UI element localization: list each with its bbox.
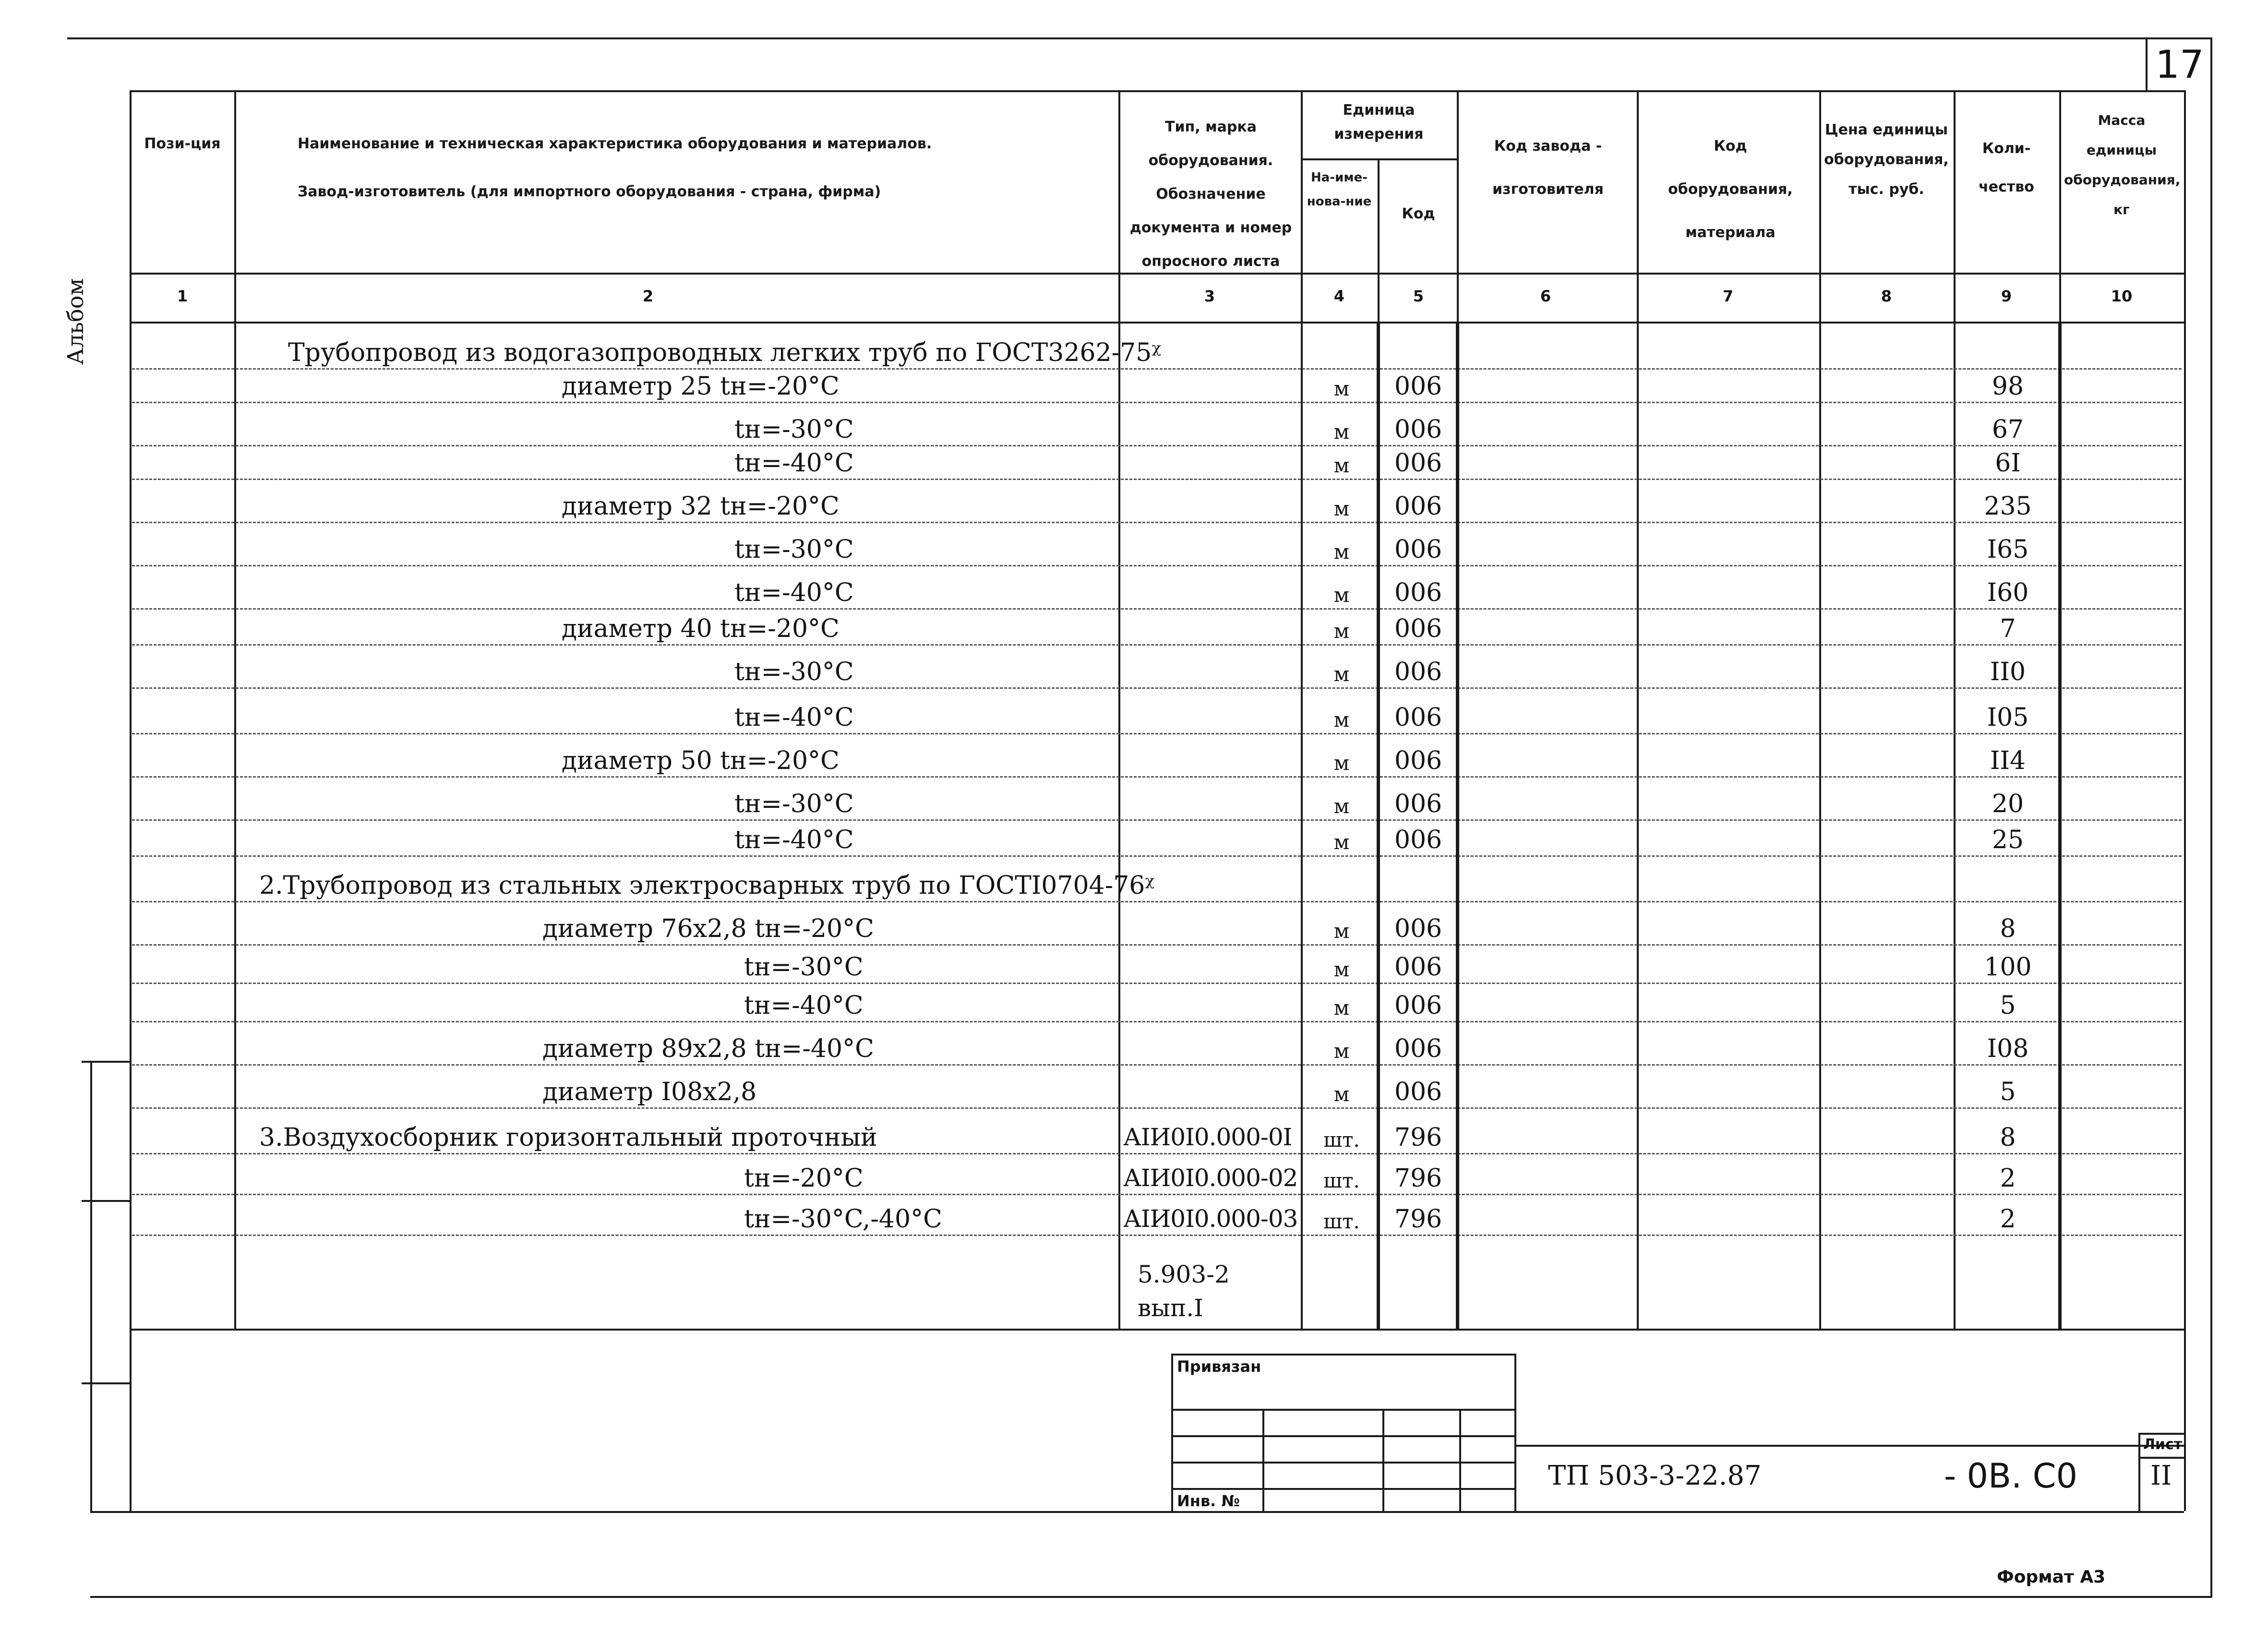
row-16-unit: м bbox=[1333, 958, 1350, 981]
row-22-qty: 2 bbox=[2000, 1205, 2016, 1234]
row-4-name: tн=-40°C bbox=[734, 449, 854, 478]
row-10-code: 006 bbox=[1394, 703, 1442, 732]
row-22-unit: шт. bbox=[1323, 1210, 1360, 1233]
row-6-qty: I65 bbox=[1987, 535, 2029, 564]
row-7-unit: м bbox=[1333, 583, 1350, 607]
row-5-unit: м bbox=[1333, 497, 1350, 520]
row-divider bbox=[132, 733, 2182, 734]
row-21-name: tн=-20°C bbox=[744, 1164, 864, 1193]
header-type: Тип, марка оборудования. Обозначение документа и номер опросного листа bbox=[1129, 119, 1292, 270]
colnum-bottom-line bbox=[130, 322, 2184, 324]
stamp-v3 bbox=[1459, 1409, 1461, 1512]
frame-inner-top bbox=[130, 90, 2184, 92]
row-10-unit: м bbox=[1333, 708, 1350, 732]
frame-left bbox=[130, 90, 132, 1511]
stamp-h2 bbox=[1171, 1435, 1514, 1437]
row-18-unit: м bbox=[1333, 1039, 1350, 1063]
row-divider bbox=[132, 479, 2182, 480]
row-19-code: 006 bbox=[1394, 1078, 1442, 1106]
stamp-h3 bbox=[1171, 1462, 1514, 1464]
row-10-qty: I05 bbox=[1987, 703, 2029, 732]
row-divider bbox=[132, 944, 2182, 946]
row-13-unit: м bbox=[1333, 830, 1350, 854]
row-divider bbox=[132, 608, 2182, 610]
row-18-qty: I08 bbox=[1987, 1034, 2029, 1063]
row-divider bbox=[132, 368, 2182, 370]
col-line-7 bbox=[1819, 90, 1821, 1329]
row-divider bbox=[132, 1235, 2182, 1236]
frame-top-line bbox=[67, 37, 2210, 39]
row-9-code: 006 bbox=[1394, 658, 1442, 686]
doc-code: ТП 503-3-22.87 bbox=[1548, 1460, 1762, 1491]
row-2-unit: м bbox=[1333, 377, 1350, 400]
stamp-h1 bbox=[1171, 1409, 1514, 1411]
row-8-unit: м bbox=[1333, 619, 1350, 643]
bold-col-border bbox=[1456, 322, 1459, 1329]
header-factory-code: Код завода - изготовителя bbox=[1492, 138, 1604, 198]
col-line-8 bbox=[1954, 90, 1956, 1329]
row-12-qty: 20 bbox=[1992, 790, 2024, 818]
row-13-code: 006 bbox=[1394, 826, 1442, 854]
row-19-unit: м bbox=[1333, 1082, 1350, 1106]
row-21-unit: шт. bbox=[1323, 1169, 1360, 1192]
stamp-v1 bbox=[1262, 1409, 1264, 1512]
row-divider bbox=[132, 687, 2182, 689]
row-20-code: 796 bbox=[1394, 1123, 1442, 1152]
frame-right-outer bbox=[2210, 37, 2212, 1597]
row-divider bbox=[132, 402, 2182, 403]
row-20-unit: шт. bbox=[1323, 1128, 1360, 1152]
header-name-2: Завод-изготовитель (для импортного оборудования - страна, фирма) bbox=[298, 183, 881, 200]
row-6-unit: м bbox=[1333, 540, 1350, 564]
frame-bottom bbox=[90, 1511, 2184, 1513]
col-line-6 bbox=[1637, 90, 1639, 1329]
row-4-qty: 6I bbox=[1995, 449, 2021, 478]
row-17-qty: 5 bbox=[2000, 991, 2016, 1020]
row-4-unit: м bbox=[1333, 454, 1350, 477]
header-price: Цена единицы оборудования, тыс. руб. bbox=[1824, 121, 1949, 198]
row-17-name: tн=-40°C bbox=[744, 991, 864, 1020]
row-divider bbox=[132, 1064, 2182, 1066]
row-divider bbox=[132, 1153, 2182, 1154]
bold-col-border bbox=[2058, 322, 2062, 1329]
unit-subheader-line bbox=[1301, 158, 1457, 160]
row-13-qty: 25 bbox=[1992, 826, 2024, 854]
row-17-code: 006 bbox=[1394, 991, 1442, 1020]
row-20-name: 3.Воздухосборник горизонтальный проточный bbox=[259, 1123, 877, 1152]
header-qty: Коли-чество bbox=[1979, 140, 2034, 195]
row-15-unit: м bbox=[1333, 919, 1350, 943]
row-divider bbox=[132, 855, 2182, 857]
row-9-name: tн=-30°C bbox=[734, 658, 854, 686]
row-8-qty: 7 bbox=[2000, 614, 2016, 643]
row-divider bbox=[132, 983, 2182, 984]
row-divider bbox=[132, 1107, 2182, 1109]
row-11-name: диаметр 50 tн=-20°C bbox=[562, 746, 840, 775]
colnum-9: 9 bbox=[2001, 287, 2012, 305]
header-equip-code: Код оборудования, материала bbox=[1668, 138, 1793, 241]
side-label: Альбом bbox=[62, 278, 88, 365]
row-22-type: АIИ0I0.000-03 bbox=[1123, 1205, 1298, 1233]
format-label: Формат А3 bbox=[1997, 1567, 2106, 1587]
row-3-qty: 67 bbox=[1992, 415, 2024, 444]
colnum-2: 2 bbox=[642, 287, 654, 305]
row-2-qty: 98 bbox=[1992, 372, 2024, 401]
row-22-code: 796 bbox=[1394, 1205, 1442, 1234]
row-7-name: tн=-40°C bbox=[734, 578, 854, 607]
row-16-name: tн=-30°C bbox=[744, 953, 864, 982]
stamp-right bbox=[1514, 1354, 1516, 1512]
corner-page-number: 17 bbox=[2155, 42, 2204, 87]
bold-col-border bbox=[1377, 322, 1380, 1329]
stamp-h4 bbox=[1171, 1488, 1514, 1490]
row-11-qty: II4 bbox=[1990, 746, 2026, 775]
doc-suffix: - 0В. С0 bbox=[1944, 1456, 2077, 1496]
row-6-code: 006 bbox=[1394, 535, 1442, 564]
row-13-name: tн=-40°C bbox=[734, 826, 854, 854]
row-18-code: 006 bbox=[1394, 1034, 1442, 1063]
row-7-code: 006 bbox=[1394, 578, 1442, 607]
row-5-qty: 235 bbox=[1984, 492, 2032, 521]
binding-strip-h2 bbox=[82, 1200, 130, 1202]
colnum-6: 6 bbox=[1540, 287, 1551, 305]
header-unit-code: Код bbox=[1402, 205, 1435, 222]
row-21-code: 796 bbox=[1394, 1164, 1442, 1193]
row-18-name: диаметр 89х2,8 tн=-40°C bbox=[542, 1034, 874, 1063]
binding-strip-line bbox=[90, 1061, 92, 1511]
row-7-qty: I60 bbox=[1987, 578, 2029, 607]
row-12-unit: м bbox=[1333, 794, 1350, 818]
row-21-type: АIИ0I0.000-02 bbox=[1123, 1164, 1298, 1192]
header-unit-name: На-име-нова-ние bbox=[1307, 170, 1372, 209]
stamp-inv: Инв. № bbox=[1177, 1492, 1240, 1510]
sheet-box-left bbox=[2138, 1433, 2140, 1512]
row-12-name: tн=-30°C bbox=[734, 790, 854, 818]
row-divider bbox=[132, 644, 2182, 646]
row-15-qty: 8 bbox=[2000, 914, 2016, 943]
row-4-code: 006 bbox=[1394, 449, 1442, 478]
row-2-code: 006 bbox=[1394, 372, 1442, 401]
row-6-name: tн=-30°C bbox=[734, 535, 854, 564]
row-3-code: 006 bbox=[1394, 415, 1442, 444]
row-divider bbox=[132, 1194, 2182, 1195]
row-8-code: 006 bbox=[1394, 614, 1442, 643]
row-9-unit: м bbox=[1333, 662, 1350, 686]
row-2-name: диаметр 25 tн=-20°C bbox=[562, 372, 840, 401]
row-21-qty: 2 bbox=[2000, 1164, 2016, 1193]
row-5-name: диаметр 32 tн=-20°C bbox=[562, 492, 840, 521]
row-divider bbox=[132, 776, 2182, 778]
sheet-label: Лист bbox=[2143, 1436, 2183, 1453]
row-divider bbox=[132, 522, 2182, 523]
colnum-10: 10 bbox=[2111, 287, 2133, 305]
row-8-name: диаметр 40 tн=-20°C bbox=[562, 614, 840, 643]
colnum-5: 5 bbox=[1413, 287, 1424, 305]
row-divider bbox=[132, 901, 2182, 902]
row-5-code: 006 bbox=[1394, 492, 1442, 521]
stamp-v2 bbox=[1382, 1409, 1384, 1512]
stamp-privyazan: Привязан bbox=[1177, 1357, 1261, 1376]
header-name-1: Наименование и техническая характеристика оборудования и материалов. bbox=[298, 135, 932, 152]
colnum-7: 7 bbox=[1722, 287, 1734, 305]
row-14-name: 2.Трубопровод из стальных электросварных труб по ГОСТI0704-76ᵡ bbox=[259, 871, 1155, 900]
stamp-top bbox=[1171, 1354, 1514, 1356]
row-divider bbox=[132, 565, 2182, 566]
row-12-code: 006 bbox=[1394, 790, 1442, 818]
title-block-top bbox=[1514, 1445, 2184, 1447]
colnum-3: 3 bbox=[1204, 287, 1215, 305]
row-19-name: диаметр I08х2,8 bbox=[542, 1078, 757, 1106]
row-divider bbox=[132, 819, 2182, 821]
row-20-qty: 8 bbox=[2000, 1123, 2016, 1152]
header-unit-group: Единица измерения bbox=[1334, 102, 1424, 143]
row-divider bbox=[132, 1021, 2182, 1022]
sheet-number: II bbox=[2150, 1460, 2172, 1491]
row-9-qty: II0 bbox=[1990, 658, 2026, 686]
row-11-code: 006 bbox=[1394, 746, 1442, 775]
row-1-name: Трубопровод из водогазопроводных легких труб по ГОСТ3262-75ᵡ bbox=[288, 338, 1162, 367]
row-11-unit: м bbox=[1333, 751, 1350, 775]
frame-bottom-outer bbox=[90, 1596, 2212, 1598]
header-mass: Масса единицы оборудования, кг bbox=[2064, 112, 2181, 217]
binding-strip-h3 bbox=[82, 1382, 130, 1384]
colnum-8: 8 bbox=[1881, 287, 1892, 305]
header-pos: Пози-ция bbox=[144, 135, 221, 152]
col-line-2 bbox=[1118, 90, 1120, 1329]
colnum-4: 4 bbox=[1333, 287, 1345, 305]
doc-ref-2: вып.I bbox=[1138, 1294, 1203, 1322]
row-20-type: АIИ0I0.000-0I bbox=[1123, 1123, 1292, 1151]
binding-strip-h1 bbox=[82, 1061, 130, 1063]
sheet-box-top bbox=[2138, 1433, 2184, 1435]
row-3-unit: м bbox=[1333, 420, 1350, 444]
row-15-code: 006 bbox=[1394, 914, 1442, 943]
col-line-1 bbox=[234, 90, 236, 1329]
table-bottom-line bbox=[130, 1329, 2184, 1331]
row-16-qty: 100 bbox=[1984, 953, 2032, 982]
sheet-box-mid bbox=[2138, 1457, 2184, 1459]
row-19-qty: 5 bbox=[2000, 1078, 2016, 1106]
colnum-1: 1 bbox=[177, 287, 188, 305]
doc-ref-1: 5.903-2 bbox=[1138, 1260, 1230, 1288]
frame-right-inner bbox=[2184, 90, 2186, 1511]
row-17-unit: м bbox=[1333, 996, 1350, 1020]
row-3-name: tн=-30°C bbox=[734, 415, 854, 444]
row-15-name: диаметр 76х2,8 tн=-20°C bbox=[542, 914, 874, 943]
row-16-code: 006 bbox=[1394, 953, 1442, 982]
row-10-name: tн=-40°C bbox=[734, 703, 854, 732]
row-22-name: tн=-30°C,-40°C bbox=[744, 1205, 942, 1234]
corner-box-left bbox=[2146, 37, 2148, 90]
row-divider bbox=[132, 445, 2182, 446]
